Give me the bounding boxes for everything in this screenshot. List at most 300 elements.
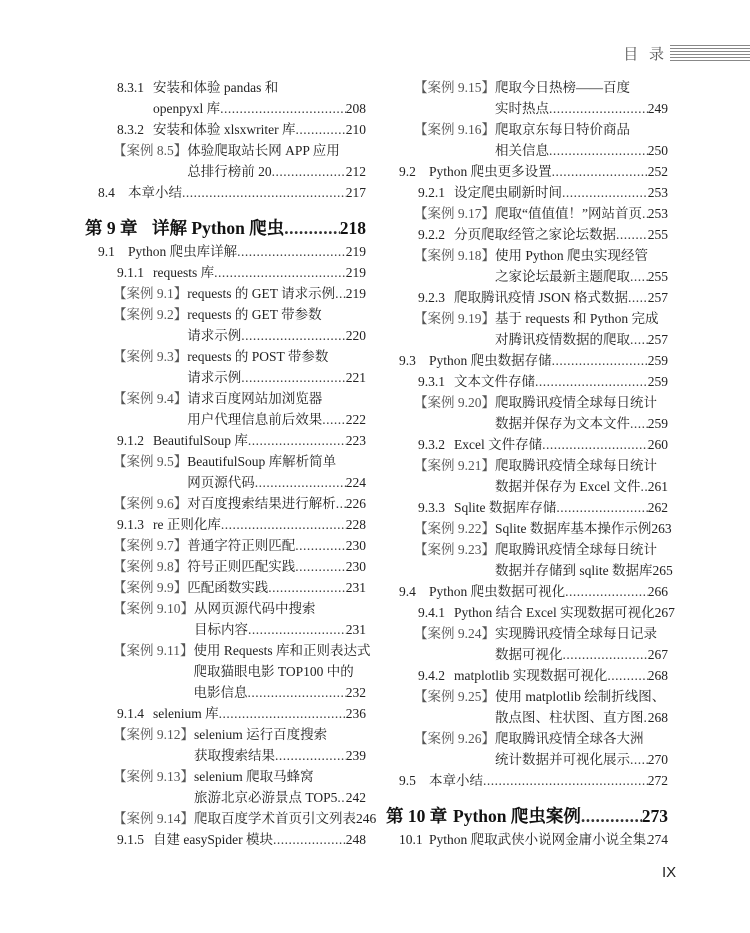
continuation-indent	[113, 745, 194, 766]
entry-title: 普通字符正则匹配	[187, 537, 296, 553]
entry-number: 【案例 9.13】	[113, 768, 194, 784]
dot-leader	[322, 409, 346, 430]
continuation-indent	[113, 161, 187, 182]
entry-page-number: 236	[345, 705, 366, 721]
continuation-indent	[113, 472, 187, 493]
entry-number: 【案例 9.22】	[414, 520, 495, 536]
toc-entry-line	[386, 497, 668, 518]
toc-entry-case[interactable]	[386, 308, 668, 350]
entry-page-number: 249	[647, 100, 668, 116]
entry-title: 实现腾讯疫情全球每日记录	[495, 625, 657, 641]
dot-leader	[295, 556, 346, 577]
dot-leader	[214, 262, 346, 283]
entry-title: Excel 文件存储	[454, 436, 543, 452]
dot-leader	[273, 829, 346, 850]
toc-entry-line	[386, 539, 668, 560]
entry-number: 【案例 9.14】	[113, 810, 194, 826]
toc-entry-continuation	[85, 682, 366, 703]
entry-number: 9.5	[399, 772, 416, 788]
entry-title: Python 爬虫数据存储	[429, 352, 552, 368]
toc-column-right	[386, 77, 675, 850]
entry-number: 【案例 9.21】	[414, 457, 495, 473]
entry-title: 安装和体验 xlsxwriter 库	[153, 121, 296, 137]
entry-number: 9.4.2	[418, 667, 445, 683]
dot-leader	[275, 745, 346, 766]
entry-number: 第 10 章	[386, 805, 448, 826]
entry-title: re 正则化库	[153, 516, 221, 532]
entry-page-number: 260	[647, 436, 668, 452]
dot-leader	[640, 476, 647, 497]
entry-number: 【案例 9.16】	[414, 121, 495, 137]
toc-entry-subsec[interactable]	[85, 514, 366, 535]
entry-title-continuation: 相关信息	[495, 142, 549, 158]
entry-title-continuation: 数据并存储到 sqlite 数据库	[495, 562, 653, 578]
entry-title: 爬取今日热榜——百度	[495, 79, 630, 95]
entry-title: Python 爬取武侠小说网金庸小说全集	[429, 831, 647, 847]
toc-entry-continuation	[386, 644, 668, 665]
entry-page-number: 252	[647, 163, 668, 179]
entry-number: 【案例 9.6】	[113, 495, 188, 511]
toc-entry-case[interactable]	[85, 724, 366, 766]
entry-title-continuation: 用户代理信息前后效果	[187, 411, 323, 427]
continuation-indent	[113, 661, 194, 682]
entry-title: requests 库	[153, 264, 215, 280]
dot-leader	[630, 266, 648, 287]
dot-leader	[241, 367, 346, 388]
entry-number: 9.3.1	[418, 373, 445, 389]
dot-leader	[549, 98, 648, 119]
toc-entry-chap[interactable]	[386, 791, 668, 829]
toc-entry-case[interactable]	[85, 346, 366, 388]
continuation-indent	[113, 682, 194, 703]
toc-entry-continuation	[386, 329, 668, 350]
entry-page-number: 212	[345, 163, 366, 179]
entry-title-continuation: 请求示例	[187, 327, 242, 343]
entry-page-number: 219	[345, 243, 366, 259]
toc-entry-case[interactable]	[386, 203, 668, 224]
entry-title: 爬取腾讯疫情全球每日统计	[495, 457, 657, 473]
entry-title-continuation: 实时热点	[495, 100, 549, 116]
entry-title-continuation: 数据并保存为文本文件	[495, 415, 630, 431]
toc-entry-line	[386, 770, 668, 791]
entry-title: 文本文件存储	[454, 373, 535, 389]
entry-title: 爬取百度学术首页引文列表	[194, 810, 356, 826]
entry-title: 请求百度网站加浏览器	[187, 390, 323, 406]
toc-entry-case[interactable]	[85, 304, 366, 346]
entry-number: 【案例 8.5】	[113, 142, 188, 158]
toc-entry-line	[386, 791, 668, 829]
continuation-indent	[414, 749, 495, 770]
toc-entry-line	[386, 203, 668, 224]
toc-entry-line	[85, 598, 366, 619]
entry-title: 从网页源代码中搜索	[194, 600, 316, 616]
entry-number: 9.2.2	[418, 226, 445, 242]
entry-title: requests 的 POST 带参数	[187, 348, 329, 364]
dot-leader	[616, 224, 648, 245]
entry-title-continuation: 散点图、柱状图、直方图	[495, 709, 644, 725]
toc-entry-subsec[interactable]	[386, 497, 668, 518]
toc-entry-line	[85, 451, 366, 472]
entry-number: 8.3.1	[117, 79, 144, 95]
entry-number: 【案例 9.11】	[113, 642, 194, 658]
toc-entry-chap[interactable]	[85, 203, 366, 241]
dot-leader	[483, 770, 648, 791]
entry-page-number: 272	[647, 772, 668, 788]
toc-entry-subsec[interactable]	[85, 262, 366, 283]
dot-leader	[581, 803, 642, 829]
toc-entry-case[interactable]	[85, 808, 377, 829]
entry-number: 【案例 9.20】	[414, 394, 495, 410]
entry-number: 【案例 9.2】	[113, 306, 188, 322]
running-header-title: 目 录	[623, 45, 664, 63]
entry-page-number: 230	[345, 558, 366, 574]
entry-title-continuation: 网页源代码	[187, 474, 255, 490]
toc-entry-continuation	[386, 749, 668, 770]
dot-leader	[221, 514, 346, 535]
entry-title: selenium 爬取马蜂窝	[194, 768, 314, 784]
continuation-indent	[414, 644, 495, 665]
entry-title-continuation: 统计数据并可视化展示	[495, 751, 630, 767]
entry-page-number: 263	[651, 520, 672, 536]
entry-page-number: 223	[345, 432, 366, 448]
dot-leader	[563, 644, 648, 665]
dot-leader	[237, 241, 346, 262]
toc-entry-line	[85, 283, 366, 304]
toc-entry-case[interactable]	[85, 493, 366, 514]
entry-number: 9.1.1	[117, 264, 144, 280]
toc-entry-case[interactable]	[85, 388, 366, 430]
toc-entry-subsec[interactable]	[386, 224, 668, 245]
toc-entry-continuation	[85, 787, 366, 808]
entry-page-number: 219	[345, 264, 366, 280]
continuation-indent	[414, 98, 495, 119]
entry-title: 设定爬虫刷新时间	[454, 184, 562, 200]
toc-entry-sec[interactable]	[386, 581, 668, 602]
toc-entry-line	[85, 640, 371, 661]
entry-number: 【案例 9.7】	[113, 537, 188, 553]
continuation-indent	[113, 367, 187, 388]
entry-number: 【案例 9.17】	[414, 205, 495, 221]
entry-title: selenium 运行百度搜索	[194, 726, 328, 742]
entry-page-number: 259	[647, 352, 668, 368]
toc-entry-line	[85, 241, 366, 262]
toc-entry-case[interactable]	[386, 686, 668, 728]
entry-page-number: 259	[647, 415, 668, 431]
entry-number: 【案例 9.23】	[414, 541, 495, 557]
entry-page-number: 219	[345, 285, 366, 301]
toc-entry-continuation	[386, 560, 673, 581]
header-decoration-stripes	[670, 45, 750, 62]
entry-title: 爬取京东每日特价商品	[495, 121, 630, 137]
dot-leader	[296, 119, 346, 140]
toc-entry-continuation	[386, 266, 668, 287]
toc-column-left	[85, 77, 377, 850]
dot-leader	[542, 434, 648, 455]
continuation-indent	[113, 325, 187, 346]
dot-leader	[556, 497, 647, 518]
continuation-indent	[414, 329, 495, 350]
entry-page-number: 231	[345, 579, 366, 595]
entry-title-continuation: 对腾讯疫情数据的爬取	[495, 331, 630, 347]
entry-title: matplotlib 实现数据可视化	[454, 667, 608, 683]
continuation-indent	[414, 707, 495, 728]
entry-title-continuation: 旅游北京必游景点 TOP5	[194, 789, 338, 805]
entry-title: 匹配函数实践	[187, 579, 269, 595]
entry-page-number: 210	[345, 121, 366, 137]
dot-leader	[628, 287, 648, 308]
entry-page-number: 261	[647, 478, 668, 494]
toc-entry-case[interactable]	[85, 140, 366, 182]
entry-number: 9.3	[399, 352, 416, 368]
continuation-indent	[113, 787, 194, 808]
toc-entry-subsec[interactable]	[386, 371, 668, 392]
toc-entry-line	[85, 346, 366, 367]
entry-page-number: 267	[654, 604, 675, 620]
dot-leader	[255, 472, 346, 493]
entry-number: 9.1.3	[117, 516, 144, 532]
entry-title: 自建 easySpider 模块	[153, 831, 273, 847]
toc-entry-line	[85, 514, 366, 535]
entry-title-continuation: 之家论坛最新主题爬取	[495, 268, 630, 284]
toc-entry-continuation	[85, 661, 366, 682]
entry-page-number: 273	[641, 805, 668, 826]
toc-entry-line	[85, 535, 366, 556]
dot-leader	[607, 665, 647, 686]
dot-leader	[552, 161, 648, 182]
toc-entry-sec[interactable]	[386, 161, 668, 182]
entry-number: 9.4	[399, 583, 416, 599]
toc-entry-case[interactable]	[386, 392, 668, 434]
toc-entry-case[interactable]	[386, 539, 673, 581]
entry-title: 基于 requests 和 Python 完成	[495, 310, 659, 326]
entry-title-continuation: 数据可视化	[495, 646, 563, 662]
entry-title-continuation: 目标内容	[194, 621, 248, 637]
toc-entry-subsec[interactable]	[85, 829, 366, 850]
toc-entry-continuation	[85, 409, 366, 430]
entry-number: 9.2.3	[418, 289, 445, 305]
entry-title: requests 的 GET 请求示例	[187, 285, 336, 301]
continuation-indent	[113, 409, 187, 430]
toc-entry-line	[386, 224, 668, 245]
entry-title: 本章小结	[429, 772, 483, 788]
toc-entry-continuation	[386, 707, 668, 728]
entry-page-number: 230	[345, 537, 366, 553]
toc-entry-sec[interactable]	[85, 182, 366, 203]
toc-entry-continuation	[85, 367, 366, 388]
dot-leader	[248, 619, 346, 640]
toc-entry-line	[85, 430, 366, 451]
entry-page-number: 208	[345, 100, 366, 116]
entry-page-number: 231	[345, 621, 366, 637]
dot-leader	[284, 215, 340, 241]
entry-page-number: 257	[647, 331, 668, 347]
toc-entry-subsec[interactable]	[386, 602, 675, 623]
toc-entry-line	[85, 182, 366, 203]
entry-page-number: 265	[652, 562, 673, 578]
entry-page-number: 268	[647, 709, 668, 725]
entry-number: 【案例 9.19】	[414, 310, 495, 326]
entry-title: Python 爬虫案例	[453, 805, 581, 826]
toc-entry-continuation	[85, 472, 366, 493]
entry-number: 【案例 9.25】	[414, 688, 495, 704]
toc-entry-line	[85, 140, 366, 161]
entry-number: 【案例 9.15】	[414, 79, 495, 95]
toc-entry-sec[interactable]	[386, 770, 668, 791]
toc-entry-line	[85, 203, 366, 241]
toc-entry-line	[386, 623, 668, 644]
continuation-indent	[414, 266, 495, 287]
entry-page-number: 221	[345, 369, 366, 385]
toc-entry-case[interactable]	[386, 623, 668, 665]
toc-entry-case[interactable]	[386, 455, 668, 497]
toc-entry-case[interactable]	[386, 518, 672, 539]
entry-number: 【案例 9.5】	[113, 453, 188, 469]
entry-page-number: 220	[345, 327, 366, 343]
toc-entry-line	[386, 182, 668, 203]
entry-page-number: 242	[345, 789, 366, 805]
entry-page-number: 224	[345, 474, 366, 490]
entry-number: 9.3.3	[418, 499, 445, 515]
toc-entry-line	[85, 724, 366, 745]
entry-page-number: 257	[647, 289, 668, 305]
entry-page-number: 270	[647, 751, 668, 767]
toc-entry-line	[386, 392, 668, 413]
entry-number: 9.1.5	[117, 831, 144, 847]
entry-title-continuation: 爬取猫眼电影 TOP100 中的	[193, 663, 354, 679]
toc-entry-sec[interactable]	[386, 829, 668, 850]
dot-leader	[337, 787, 345, 808]
entry-title-continuation: 数据并保存为 Excel 文件	[495, 478, 641, 494]
toc-entry-continuation	[386, 98, 668, 119]
dot-leader	[630, 413, 648, 434]
entry-title: Sqlite 数据库基本操作示例	[495, 520, 652, 536]
entry-title: requests 的 GET 带参数	[187, 306, 322, 322]
continuation-indent	[414, 413, 495, 434]
entry-title: Sqlite 数据库存储	[454, 499, 557, 515]
dot-leader	[535, 371, 648, 392]
toc-entry-line	[85, 829, 366, 850]
toc-entry-line	[85, 577, 366, 598]
toc-entry-line	[85, 262, 366, 283]
toc-entry-subsec[interactable]	[85, 77, 366, 119]
entry-number: 10.1	[399, 831, 423, 847]
entry-title-continuation: 请求示例	[187, 369, 242, 385]
entry-number: 【案例 9.24】	[414, 625, 495, 641]
toc-entry-subsec[interactable]	[386, 182, 668, 203]
dot-leader	[335, 283, 346, 304]
toc-entry-subsec[interactable]	[85, 703, 366, 724]
toc-entry-sec[interactable]	[386, 350, 668, 371]
entry-title-continuation: 电影信息	[193, 684, 248, 700]
toc-entry-case[interactable]	[386, 245, 668, 287]
dot-leader	[552, 350, 648, 371]
toc-entry-line	[85, 766, 366, 787]
continuation-indent	[414, 476, 495, 497]
continuation-indent	[113, 619, 194, 640]
toc-entry-continuation	[85, 745, 366, 766]
toc-entry-case[interactable]	[85, 640, 371, 703]
entry-title: BeautifulSoup 库	[153, 432, 248, 448]
toc-entry-subsec[interactable]	[386, 665, 668, 686]
toc-entry-case[interactable]	[386, 728, 668, 770]
entry-title: Python 爬虫更多设置	[429, 163, 552, 179]
entry-number: 9.4.1	[418, 604, 445, 620]
toc-entry-case[interactable]	[386, 77, 668, 119]
toc-entry-case[interactable]	[85, 598, 366, 640]
entry-page-number: 232	[345, 684, 366, 700]
entry-title: 爬取腾讯疫情 JSON 格式数据	[454, 289, 629, 305]
toc-entry-subsec[interactable]	[85, 119, 366, 140]
entry-page-number: 253	[647, 205, 668, 221]
toc-entry-case[interactable]	[85, 577, 366, 598]
continuation-indent	[117, 98, 153, 119]
toc-entry-subsec[interactable]	[85, 430, 366, 451]
entry-page-number: 262	[647, 499, 668, 515]
entry-title: 体验爬取站长网 APP 应用	[187, 142, 340, 158]
entry-title: 爬取腾讯疫情全球各大洲	[495, 730, 644, 746]
page-number: IX	[662, 864, 677, 881]
toc-entry-case[interactable]	[85, 451, 366, 493]
toc-entry-case[interactable]	[386, 119, 668, 161]
toc-entry-sec[interactable]	[85, 241, 366, 262]
toc-entry-case[interactable]	[85, 535, 366, 556]
entry-page-number: 253	[647, 184, 668, 200]
entry-number: 【案例 9.3】	[113, 348, 188, 364]
entry-page-number: 217	[345, 184, 366, 200]
toc-entry-case[interactable]	[85, 766, 366, 808]
entry-number: 9.2	[399, 163, 416, 179]
dot-leader	[182, 182, 346, 203]
entry-title: BeautifulSoup 库解析简单	[187, 453, 337, 469]
entry-number: 【案例 9.12】	[113, 726, 194, 742]
entry-page-number: 268	[647, 667, 668, 683]
entry-page-number: 246	[356, 810, 377, 826]
toc-entry-line	[386, 829, 668, 850]
entry-page-number: 248	[345, 831, 366, 847]
entry-page-number: 255	[647, 268, 668, 284]
toc-entry-line	[386, 581, 668, 602]
continuation-indent	[414, 140, 495, 161]
toc-entry-line	[386, 308, 668, 329]
toc-entry-continuation	[85, 98, 366, 119]
toc-entry-continuation	[85, 619, 366, 640]
toc-entry-continuation	[386, 476, 668, 497]
dot-leader	[272, 161, 346, 182]
toc-entry-line	[85, 304, 366, 325]
toc-entry-case[interactable]	[85, 556, 366, 577]
toc-entry-line	[386, 371, 668, 392]
entry-page-number: 222	[345, 411, 366, 427]
toc-entry-subsec[interactable]	[386, 287, 668, 308]
entry-title: 符号正则匹配实践	[187, 558, 296, 574]
dot-leader	[549, 140, 648, 161]
toc-entry-case[interactable]	[85, 283, 366, 304]
dot-leader	[630, 749, 648, 770]
entry-title: 详解 Python 爬虫	[152, 217, 285, 238]
entry-number: 【案例 9.18】	[414, 247, 495, 263]
toc-entry-line	[386, 119, 668, 140]
dot-leader	[220, 98, 346, 119]
toc-entry-line	[386, 686, 668, 707]
toc-entry-continuation	[85, 161, 366, 182]
toc-entry-subsec[interactable]	[386, 434, 668, 455]
entry-number: 【案例 9.26】	[414, 730, 495, 746]
entry-page-number: 228	[345, 516, 366, 532]
entry-title-continuation: 总排行榜前 20	[187, 163, 272, 179]
entry-number: 【案例 9.1】	[113, 285, 188, 301]
entry-number: 9.1.4	[117, 705, 144, 721]
entry-number: 9.1	[98, 243, 115, 259]
